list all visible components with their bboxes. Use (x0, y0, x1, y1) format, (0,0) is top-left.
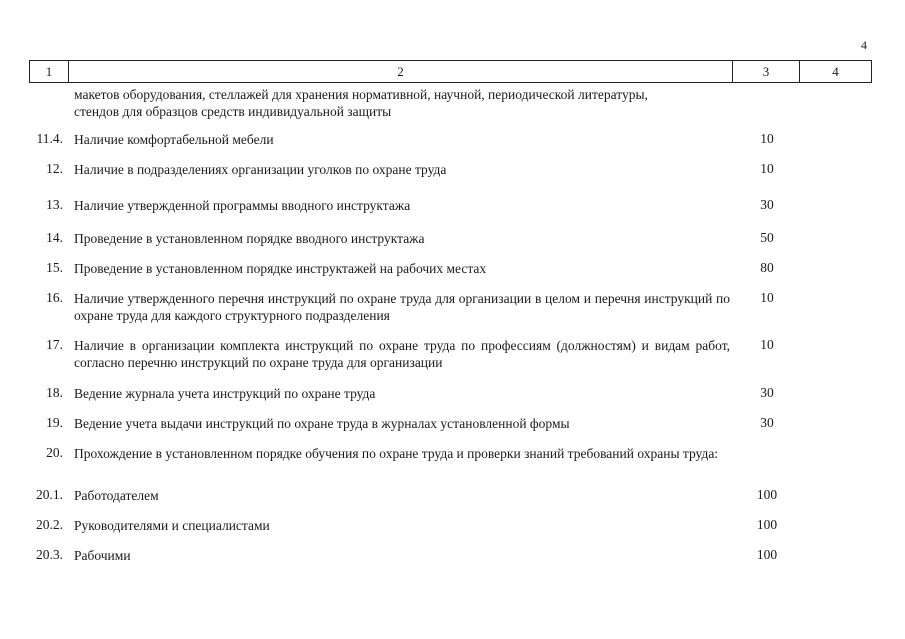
header-col-3: 3 (732, 60, 800, 83)
page-number: 4 (861, 38, 867, 52)
row-number: 15. (46, 260, 63, 275)
row-number: 12. (46, 161, 63, 176)
row-text: Прохождение в установленном порядке обучения по охране труда и проверки знаний требований охраны труда: (74, 446, 719, 461)
row-text: Наличие комфортабельной мебели (74, 132, 274, 147)
row-points: 80 (760, 260, 774, 275)
row-points: 10 (760, 337, 774, 352)
row-text: Работодателем (74, 488, 159, 503)
row-number: 20.3. (36, 547, 63, 562)
row-number: 16. (46, 290, 63, 305)
row-text: Наличие утвержденного перечня инструкций по охране труда для организации в целом и перечня инструкций по охране труда для каждого структурного подразделения (74, 291, 730, 323)
header-col-4: 4 (799, 60, 872, 83)
row-number: 20.1. (36, 487, 63, 502)
row-points: 100 (756, 547, 778, 562)
continuation-text (74, 86, 648, 120)
row-number: 20.2. (36, 517, 63, 532)
row-text: Наличие утвержденной программы вводного инструктажа (74, 198, 411, 213)
row-number: 11.4. (36, 131, 63, 146)
row-points: 100 (756, 517, 778, 532)
row-points: 10 (760, 161, 774, 176)
row-points: 50 (760, 230, 774, 245)
row-number: 20. (46, 445, 63, 460)
row-points: 10 (760, 290, 774, 305)
row-text: Наличие в организации комплекта инструкций по охране труда по профессиям (должностям) и видам работ, согласно перечню инструкций по охране труда для организации (74, 338, 730, 370)
continuation-line-2: стендов для образцов средств индивидуальной защиты (74, 104, 392, 119)
header-col-1: 1 (29, 60, 69, 83)
row-text: Рабочими (74, 548, 131, 563)
row-number: 14. (46, 230, 63, 245)
row-number: 18. (46, 385, 63, 400)
row-points: 30 (760, 385, 774, 400)
row-text: Ведение учета выдачи инструкций по охране труда в журналах установленной формы (74, 416, 570, 431)
row-number: 19. (46, 415, 63, 430)
row-number: 13. (46, 197, 63, 212)
row-text: Наличие в подразделениях организации уголков по охране труда (74, 162, 447, 177)
row-points: 30 (760, 415, 774, 430)
row-text: Проведение в установленном порядке вводного инструктажа (74, 231, 425, 246)
row-number: 17. (46, 337, 63, 352)
row-text: Руководителями и специалистами (74, 518, 270, 533)
row-points: 10 (760, 131, 774, 146)
continuation-line-1: макетов оборудования, стеллажей для хранения нормативной, научной, периодической литературы, (74, 87, 648, 102)
row-points: 30 (760, 197, 774, 212)
row-points: 100 (756, 487, 778, 502)
header-col-2: 2 (68, 60, 733, 83)
row-text: Проведение в установленном порядке инструктажей на рабочих местах (74, 261, 487, 276)
row-text: Ведение журнала учета инструкций по охране труда (74, 386, 376, 401)
